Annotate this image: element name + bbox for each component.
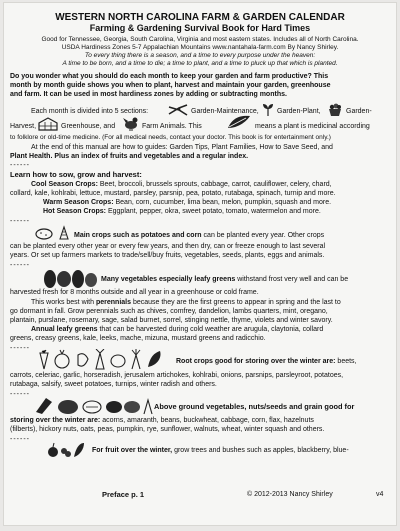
leafy-line-6b: that can be harvested during cold weather are arugula, claytonia, collard (99, 326, 324, 333)
sections-lead: Each month is divided into 5 sections: (31, 108, 149, 115)
section-harvest: Harvest, (10, 123, 37, 130)
perennials-term: perennials (95, 299, 131, 306)
section-farm-animals: Farm Animals. This (142, 123, 202, 130)
document-page (4, 3, 396, 525)
fruit-text: grow trees and bushes such as apples, blackberry, blue- (174, 447, 349, 454)
annual-greens-term: Annual leafy greens (31, 326, 98, 333)
intro-line-2: month by month guide shows you when to plant, harvest and maintain your garden, greenhouse (10, 82, 331, 89)
leafy-greens-icon (42, 269, 98, 289)
separator: ------ (10, 391, 30, 398)
document-subtitle: Farming & Gardening Survival Book for Hard Times (89, 23, 311, 33)
guides-line-2: Plant Health. Plus an index of fruits and vegetables and a regular index. (10, 153, 249, 160)
leafy-line-3a: This works best with (31, 299, 95, 306)
guides-line-1: At the end of this manual are how to guides: Garden Tips, Plant Families, How to Save Seed, and (31, 144, 333, 151)
above-ground-text: acorns, amaranth, beans, buckwheat, cabbage, corn, flax, hazelnuts (102, 417, 314, 424)
intro-line-1: Do you wonder what you should do each month to keep your garden and farm productive? This (10, 73, 329, 80)
cool-season-text: Beet, broccoli, brussels sprouts, cabbage, carrot, cauliflower, celery, chard, (99, 181, 332, 188)
cool-season-text-2: collard, kale, kohlrabi, lettuce, mustard, parsley, parsnip, pea, potato, rutabaga, spinach, turnip and more. (10, 190, 336, 197)
warm-season-text: Bean, corn, cucumber, lima bean, melon, pumpkin, squash and more. (115, 199, 332, 206)
leafy-greens-text: withstand frost very well and can be (237, 276, 349, 283)
potato-corn-icon (34, 225, 72, 241)
medicinal-note: means a plant is medicinal according (255, 123, 370, 130)
document-title: WESTERN NORTH CAROLINA FARM & GARDEN CALENDAR (55, 12, 345, 23)
root-crops-text: beets, (337, 358, 357, 365)
hot-season-text: Eggplant, pepper, okra, sweet potato, tomato, watermelon and more. (107, 208, 321, 215)
fruit-lead: For fruit over the winter, (92, 447, 173, 454)
separator: ------ (10, 436, 30, 443)
intro-line-3: and farm. It can be used in most hardiness zones by adding or subtracting months. (10, 91, 287, 98)
version-label: v4 (376, 491, 384, 498)
warm-season-label: Warm Season Crops: (43, 199, 114, 206)
section-maintenance: Garden-Maintenance, (191, 108, 259, 115)
pruning-shears-icon (167, 103, 189, 117)
seedling-icon (261, 102, 275, 117)
leafy-line-4: go dormant in fall. Grow perennials such as chives, comfrey, dandelion, lambs quarters, mint, oregano, (10, 308, 328, 315)
above-ground-line-3: (filberts), hickory nuts, oats, peas, pumpkin, rye, sunflower, walnuts, wheat, winter squash and others. (10, 426, 325, 433)
greenhouse-icon (37, 116, 59, 131)
separator: ------ (10, 262, 30, 269)
quote-line-1: To every thing there is a season, and a time to every purpose under the heaven: (84, 52, 316, 59)
rooster-icon (122, 115, 140, 131)
separator: ------ (10, 162, 30, 169)
section-plant: Garden-Plant, (277, 108, 321, 115)
zones-line: USDA Hardiness Zones 5-7 Appalachian Mountains www.nantahala-farm.com By Nancy Shirley. (61, 44, 339, 51)
coverage-line: Good for Tennessee, Georgia, South Carolina, Virginia and most eastern states. Includes all of North Carolina. (41, 36, 359, 43)
leafy-line-2: harvested fresh for 8 months outside and all year in a greenhouse or cold frame. (10, 289, 259, 296)
root-crops-lead: Root crops good for storing over the winter are: (176, 358, 336, 365)
above-ground-lead: Above ground vegetables, nuts/seeds and grain good for (154, 402, 355, 411)
cool-season-label: Cool Season Crops: (31, 181, 98, 188)
main-crops-lead: Main crops such as potatoes and corn (74, 232, 202, 239)
vegetable-basket-icon (327, 102, 343, 117)
separator: ------ (10, 345, 30, 352)
section-garden: Garden- (346, 108, 372, 115)
leafy-line-5: plantain, purslane, rosemary, sage, salad burnet, sorrel, stinging nettle, thyme, violets and winter savory. (10, 317, 333, 324)
main-crops-line-2: can be planted every other year or every few years, and then dry, can or freeze enough to last several (10, 243, 326, 250)
main-crops-text: can be planted every year. Other crops (203, 232, 325, 239)
root-line-3: rutabaga, salsify, sweet potatoes, turnips, winter radish and others. (10, 381, 217, 388)
medicinal-herb-icon (226, 114, 252, 130)
root-line-2: carrots, celeriac, garlic, horseradish, jerusalem artichokes, kohlrabi, onions, parsnips, parsleyroot, potatoes, (10, 372, 344, 379)
hot-season-label: Hot Season Crops: (43, 208, 107, 215)
leafy-greens-lead: Many vegetables especially leafy greens (101, 276, 236, 283)
fruit-icon (46, 441, 86, 459)
leafy-line-7: greens, creasy greens, kale, leeks, mache, mizuna, mustard greens and radicchio. (10, 335, 266, 342)
root-vegetables-icon (34, 349, 170, 371)
sow-heading: Learn how to sow, grow and harvest: (10, 170, 142, 179)
leafy-line-3c: because they are the first greens to appear in spring and the last to (132, 299, 341, 306)
medicinal-disclaimer: to folklore or old-time medicine. (For all medical needs, contact your doctor. This book is for entertainment only.) (10, 134, 331, 141)
quote-line-2: A time to be born, and a time to die; a time to plant, and a time to pluck up that which is planted. (62, 60, 338, 67)
above-ground-vegetables-icon (34, 396, 154, 416)
separator: ------ (10, 218, 30, 225)
page-number: Preface p. 1 (102, 490, 145, 499)
copyright: © 2012-2013 Nancy Shirley (247, 491, 333, 498)
section-greenhouse: Greenhouse, and (61, 123, 116, 130)
main-crops-line-3: years. Or set up farmers markets to trade/sell/buy fruits, vegetables, seeds, plants, eggs and animals. (10, 252, 325, 259)
above-ground-label: storing over the winter are: (10, 417, 101, 424)
